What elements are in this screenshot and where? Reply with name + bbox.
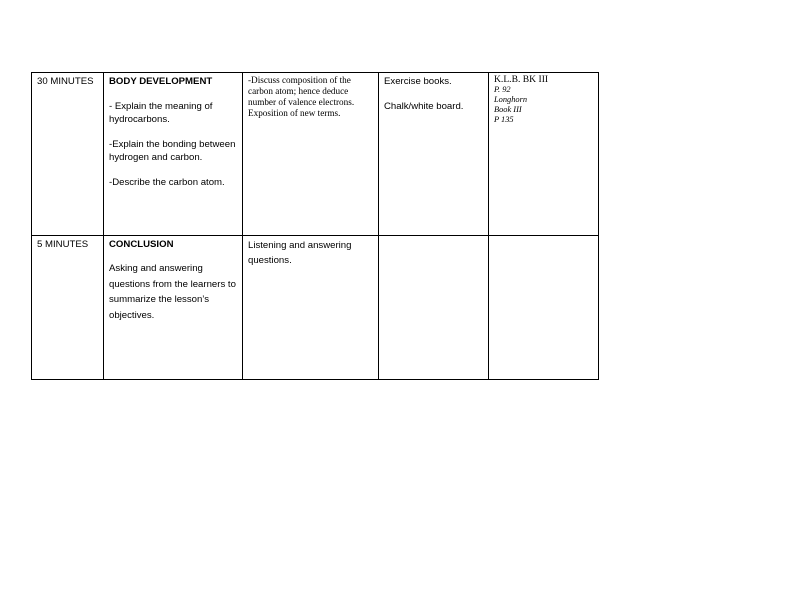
stage-item: -Describe the carbon atom. bbox=[109, 177, 225, 188]
stage-cell bbox=[104, 73, 243, 236]
stage-item: -Explain the bonding between hydrogen and carbon. bbox=[109, 139, 236, 163]
time-cell bbox=[32, 236, 104, 380]
time-label: 5 MINUTES bbox=[37, 239, 89, 250]
reference-line: P 135 bbox=[494, 115, 514, 124]
activities-cell bbox=[243, 236, 379, 380]
stage-heading: CONCLUSION bbox=[109, 239, 174, 250]
resources-cell bbox=[379, 236, 489, 380]
resource-item: Exercise books. bbox=[384, 76, 452, 87]
references-cell bbox=[489, 73, 599, 236]
reference-line: Longhorn bbox=[494, 95, 528, 104]
reference-line: P. 92 bbox=[494, 85, 511, 94]
stage-cell bbox=[104, 236, 243, 380]
lesson-plan-table bbox=[31, 72, 599, 380]
time-cell bbox=[32, 73, 104, 236]
stage-item: - Explain the meaning of hydrocarbons. bbox=[109, 101, 213, 125]
stage-heading: BODY DEVELOPMENT bbox=[109, 76, 213, 87]
reference-main: K.L.B. BK III bbox=[494, 74, 549, 85]
activities-text: Listening and answering questions. bbox=[248, 240, 352, 266]
time-label: 30 MINUTES bbox=[37, 76, 94, 87]
table-row bbox=[32, 73, 599, 236]
reference-line: Book III bbox=[494, 105, 522, 114]
resources-cell bbox=[379, 73, 489, 236]
references-cell bbox=[489, 236, 599, 380]
table-row bbox=[32, 236, 599, 380]
activities-cell bbox=[243, 73, 379, 236]
resource-item: Chalk/white board. bbox=[384, 101, 464, 112]
stage-text: Asking and answering questions from the learners to summarize the lesson’s objectives. bbox=[109, 263, 236, 321]
activities-text: -Discuss composition of the carbon atom; hence deduce number of valence electrons. Exposition of new terms. bbox=[248, 75, 355, 118]
